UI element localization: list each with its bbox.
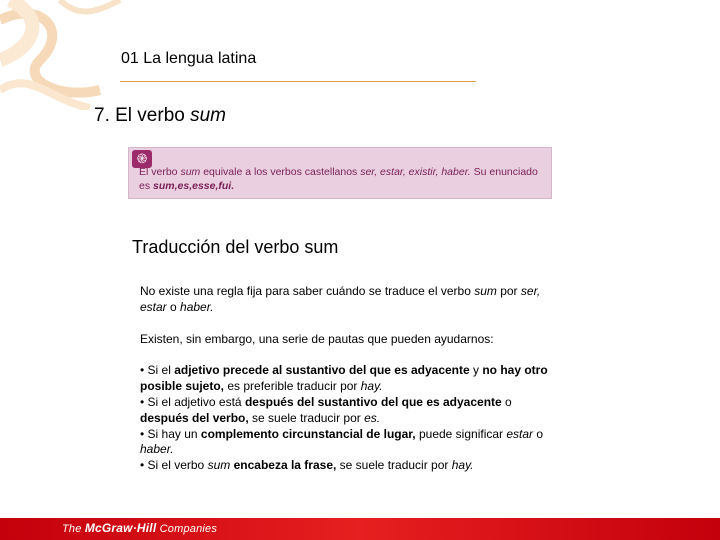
definition-callout xyxy=(128,147,552,199)
section-title: 01 La lengua latina xyxy=(121,50,257,67)
footer-bar xyxy=(0,518,720,540)
intro-paragraph: No existe una regla fija para saber cuándo se traduce el verbo sum por ser, estar o haber. xyxy=(140,284,541,314)
rule-item: • Si el verbo sum encabeza la frase, se suele traducir por hay. xyxy=(140,458,474,473)
spiral-icon: ֎ xyxy=(132,150,152,168)
rule-item: • Si el adjetivo está después del sustantivo del que es adyacente o después del verbo, se suele traducir por es. xyxy=(140,394,512,425)
rule-item: • Si hay un complemento circunstancial de lugar, puede significar estar o haber. xyxy=(140,426,544,457)
body-text xyxy=(140,284,558,474)
subtitle: Traducción del verbo sum xyxy=(132,237,339,257)
page-title: 7. El verbo sum xyxy=(94,105,227,126)
callout-text: El verbo sum equivale a los verbos castellanos ser, estar, existir, haber. Su enunciado es sum,es,esse,fui. xyxy=(139,166,538,192)
publisher-logo: The McGraw·Hill Companies xyxy=(62,521,218,535)
divider xyxy=(120,81,476,82)
pautas-paragraph: Existen, sin embargo, una serie de pautas que pueden ayudarnos: xyxy=(140,331,494,346)
rule-item: • Si el adjetivo precede al sustantivo del que es adyacente y no hay otro posible sujeto, es preferible traducir por hay. xyxy=(140,363,548,394)
